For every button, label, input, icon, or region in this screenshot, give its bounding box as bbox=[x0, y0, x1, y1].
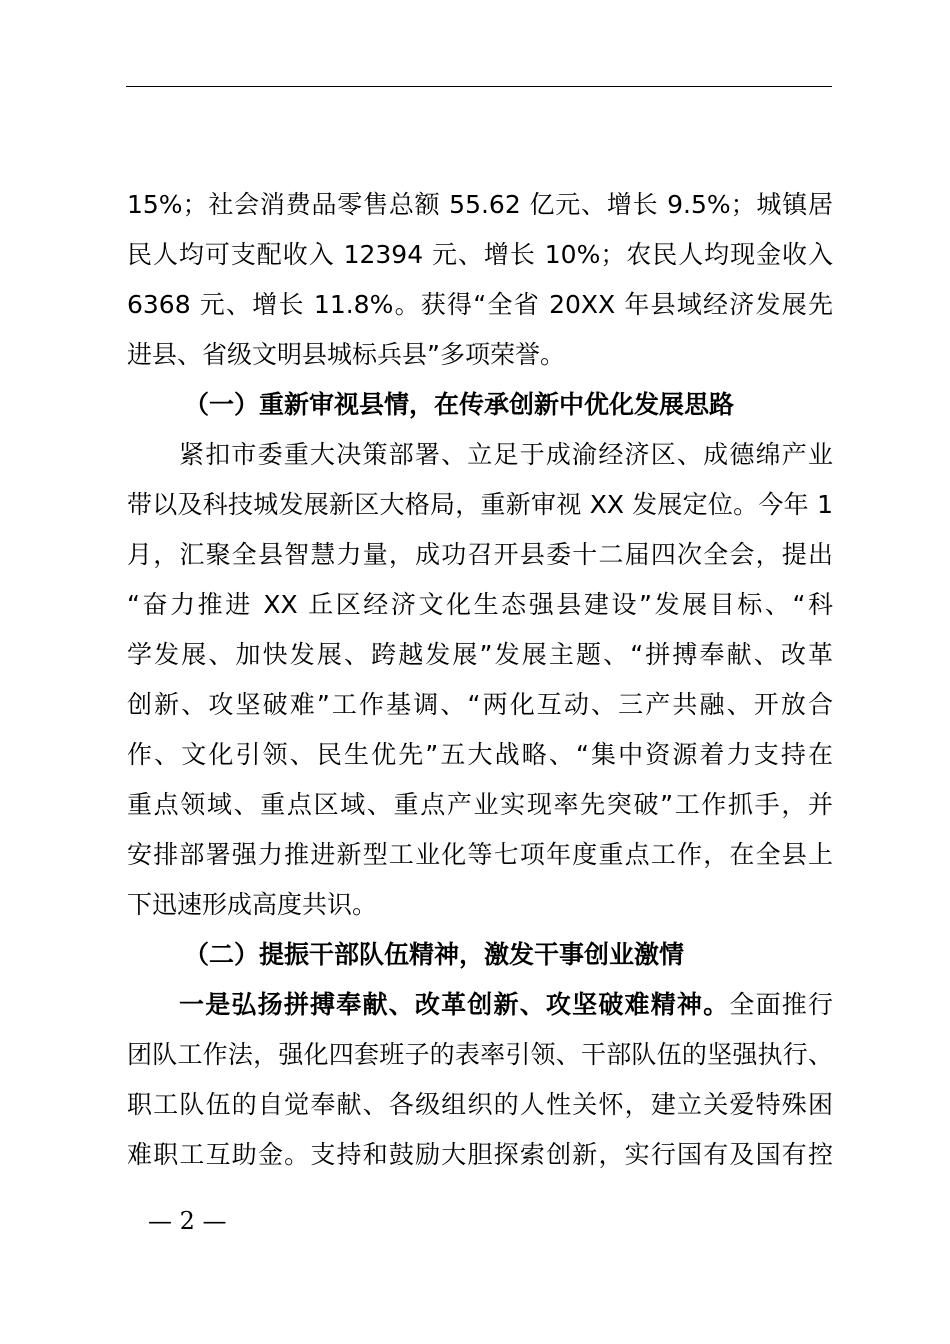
text-line: 创新、攻坚破难”工作基调、“两化互动、三产共融、开放合 bbox=[127, 690, 833, 719]
text-line: 安排部署强力推进新型工业化等七项年度重点工作，在全县上 bbox=[127, 840, 833, 869]
text-line: 职工队伍的自觉奉献、各级组织的人性关怀，建立关爱特殊困 bbox=[127, 1090, 833, 1119]
page-number: — 2 — bbox=[148, 1207, 227, 1235]
section-heading-1: （一）重新审视县情，在传承创新中优化发展思路 bbox=[184, 390, 735, 419]
text-line: 6368 元、增长 11.8%。获得“全省 20XX 年县域经济发展先 bbox=[127, 290, 833, 319]
text-line bbox=[127, 980, 833, 1030]
text-line: 15%；社会消费品零售总额 55.62 亿元、增长 9.5%；城镇居 bbox=[127, 190, 833, 219]
text-line: 难职工互助金。支持和鼓励大胆探索创新，实行国有及国有控 bbox=[127, 1140, 833, 1169]
text-line: 民人均可支配收入 12394 元、增长 10%；农民人均现金收入 bbox=[127, 240, 833, 269]
text-line: 月，汇聚全县智慧力量，成功召开县委十二届四次全会，提出 bbox=[127, 540, 833, 569]
paragraph-1 bbox=[127, 180, 833, 380]
lead-rest: 全面推行 bbox=[729, 990, 833, 1019]
text-line: 带以及科技城发展新区大格局，重新审视 XX 发展定位。今年 1 bbox=[127, 490, 833, 519]
text-line: 学发展、加快发展、跨越发展”发展主题、“拼搏奉献、改革 bbox=[127, 640, 833, 669]
paragraph-2 bbox=[127, 430, 833, 930]
text-line: 团队工作法，强化四套班子的表率引领、干部队伍的坚强执行、 bbox=[127, 1040, 833, 1069]
section-heading-2: （二）提振干部队伍精神，激发干事创业激情 bbox=[184, 940, 685, 969]
bold-lead: 一是弘扬拼搏奉献、改革创新、攻坚破难精神。 bbox=[179, 990, 730, 1019]
text-line: 进县、省级文明县城标兵县”多项荣誉。 bbox=[127, 340, 565, 369]
document-body bbox=[127, 180, 833, 1180]
paragraph-3 bbox=[127, 980, 833, 1180]
text-line: 紧扣市委重大决策部署、立足于成渝经济区、成德绵产业 bbox=[179, 440, 833, 469]
text-line: 重点领域、重点区域、重点产业实现率先突破”工作抓手，并 bbox=[127, 790, 833, 819]
text-line: 作、文化引领、民生优先”五大战略、“集中资源着力支持在 bbox=[127, 740, 833, 769]
text-line: 下迅速形成高度共识。 bbox=[127, 890, 378, 919]
text-line: “奋力推进 XX 丘区经济文化生态强县建设”发展目标、“科 bbox=[127, 590, 833, 619]
header-rule bbox=[126, 86, 832, 87]
